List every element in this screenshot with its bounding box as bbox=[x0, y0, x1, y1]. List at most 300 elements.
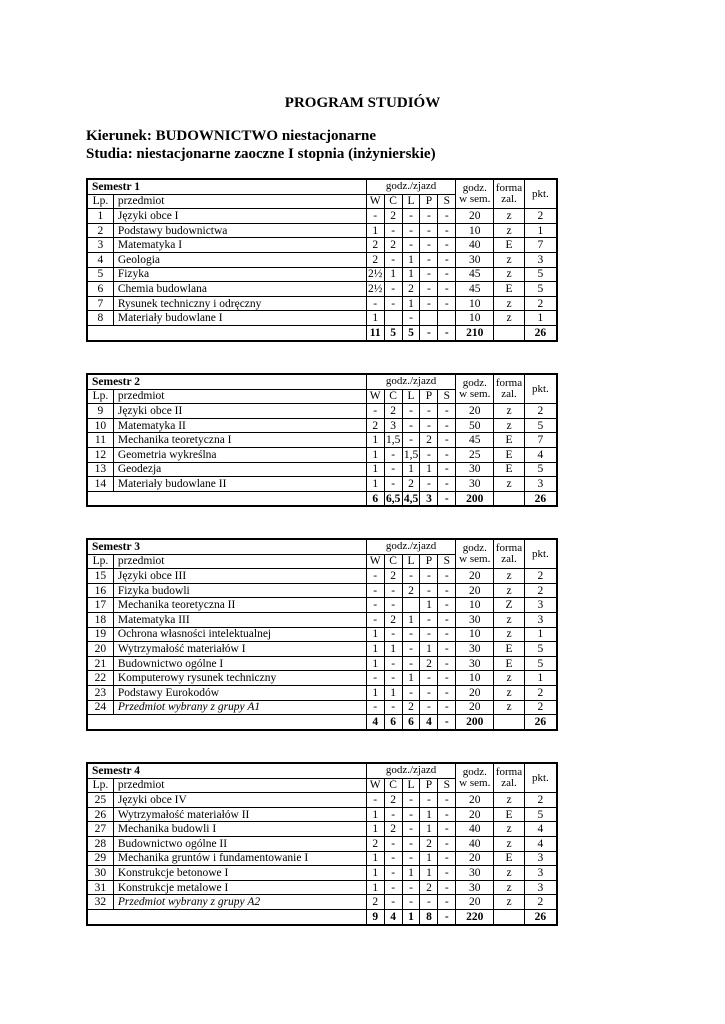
hours-per-semester: 45 bbox=[456, 433, 494, 448]
hours-s: - bbox=[438, 627, 456, 642]
header-c: Ć bbox=[384, 554, 402, 569]
hours-p: 1 bbox=[420, 822, 438, 837]
hours-per-semester: 20 bbox=[456, 209, 494, 224]
header-lp: Lp. bbox=[87, 778, 113, 793]
hours-per-semester: 20 bbox=[456, 807, 494, 822]
assessment-form: z bbox=[494, 569, 525, 584]
header-assessment-form bbox=[494, 763, 525, 793]
subject-name: Budownictwo ogólne II bbox=[113, 836, 366, 851]
hours-p: 2 bbox=[420, 656, 438, 671]
hours-c: 2 bbox=[384, 612, 402, 627]
hours-l: 1,5 bbox=[403, 448, 419, 461]
subject-name: Geodezja bbox=[113, 462, 366, 477]
table-row bbox=[87, 223, 557, 238]
assessment-form: E bbox=[494, 282, 525, 297]
hours-l: 1 bbox=[402, 252, 420, 267]
hours-w: 1 bbox=[366, 866, 384, 881]
header-w-sem: w sem. bbox=[459, 193, 491, 206]
subject-name: Konstrukcje betonowe I bbox=[113, 866, 366, 881]
row-number: 19 bbox=[87, 627, 113, 642]
ects-points: 4 bbox=[524, 447, 557, 462]
hours-l: 1 bbox=[402, 462, 420, 477]
assessment-form: z bbox=[494, 267, 525, 282]
hours-c: - bbox=[384, 671, 402, 686]
ects-points: 2 bbox=[524, 209, 557, 224]
hours-s: - bbox=[438, 223, 456, 238]
table-row bbox=[87, 880, 557, 895]
total-row bbox=[87, 491, 557, 506]
hours-per-semester: 45 bbox=[456, 282, 494, 297]
table-row bbox=[87, 477, 557, 492]
hours-s: - bbox=[438, 583, 456, 598]
hours-s: - bbox=[438, 404, 456, 419]
subject-name: Materiały budowlane II bbox=[113, 477, 366, 492]
assessment-form: E bbox=[494, 642, 525, 657]
table-row bbox=[87, 282, 557, 297]
hours-s: - bbox=[438, 895, 456, 910]
subject-name: Matematyka II bbox=[113, 418, 366, 433]
hours-s: - bbox=[438, 462, 456, 477]
header-l: L bbox=[402, 194, 420, 209]
hours-per-semester: 10 bbox=[456, 671, 494, 686]
hours-c: 1 bbox=[384, 267, 402, 282]
assessment-form: z bbox=[494, 627, 525, 642]
hours-w: - bbox=[366, 569, 384, 584]
assessment-form: z bbox=[494, 252, 525, 267]
assessment-form: z bbox=[494, 612, 525, 627]
ects-points: 3 bbox=[524, 612, 557, 627]
header-w-sem: w sem. bbox=[459, 777, 491, 790]
hours-l: - bbox=[402, 311, 420, 326]
hours-l: 2 bbox=[402, 700, 420, 715]
row-number: 15 bbox=[87, 569, 113, 584]
hours-l: - bbox=[402, 642, 420, 657]
hours-w: - bbox=[366, 793, 384, 808]
subject-name: Komputerowy rysunek techniczny bbox=[113, 671, 366, 686]
assessment-form: z bbox=[494, 583, 525, 598]
header-row bbox=[87, 763, 557, 778]
hours-s: - bbox=[438, 793, 456, 808]
hours-l: 1 bbox=[402, 612, 420, 627]
subject-name: Matematyka III bbox=[113, 612, 366, 627]
semester-title: Semestr 3 bbox=[87, 539, 366, 554]
hours-s: - bbox=[438, 598, 456, 613]
header-s: S bbox=[438, 389, 456, 404]
header-forma: forma bbox=[495, 377, 523, 390]
hours-c: - bbox=[384, 447, 402, 462]
header-l: L bbox=[402, 778, 420, 793]
hours-s: - bbox=[438, 418, 456, 433]
table-row bbox=[87, 404, 557, 419]
subject-name: Ochrona własności intelektualnej bbox=[113, 627, 366, 642]
assessment-form: Z bbox=[494, 598, 525, 613]
total-p: 8 bbox=[420, 909, 438, 924]
hours-c: - bbox=[384, 477, 402, 492]
ects-points: 1 bbox=[524, 223, 557, 238]
subject-name: Chemia budowlana bbox=[113, 282, 366, 297]
table-row bbox=[87, 700, 557, 715]
total-spacer bbox=[87, 325, 366, 340]
ects-points: 2 bbox=[524, 569, 557, 584]
header-row bbox=[87, 539, 557, 554]
hours-p: - bbox=[420, 418, 438, 433]
header-l: L bbox=[402, 389, 420, 404]
ects-points: 3 bbox=[524, 866, 557, 881]
assessment-form: z bbox=[494, 822, 525, 837]
header-zal: zal. bbox=[501, 193, 517, 206]
hours-per-semester: 10 bbox=[456, 311, 494, 326]
row-number: 20 bbox=[87, 642, 113, 657]
assessment-form: E bbox=[494, 656, 525, 671]
subject-name: Matematyka I bbox=[113, 238, 366, 253]
total-l: 4,5 bbox=[403, 492, 419, 505]
header-w-sem: w sem. bbox=[459, 388, 491, 401]
row-number: 30 bbox=[87, 866, 113, 881]
header-p: P bbox=[420, 389, 438, 404]
header-lp: Lp. bbox=[87, 554, 113, 569]
page-title: PROGRAM STUDIÓW bbox=[284, 95, 441, 111]
hours-p: - bbox=[420, 209, 438, 224]
subject-name: Języki obce III bbox=[113, 569, 366, 584]
header-points: pkt. bbox=[524, 179, 557, 209]
hours-c: - bbox=[384, 836, 402, 851]
assessment-form: E bbox=[494, 447, 525, 462]
hours-c: - bbox=[384, 282, 402, 297]
subject-name: Języki obce I bbox=[113, 209, 366, 224]
field-of-study: Kierunek: BUDOWNICTWO niestacjonarne bbox=[86, 128, 376, 144]
assessment-form: z bbox=[494, 671, 525, 686]
hours-l: 1 bbox=[402, 671, 420, 686]
hours-per-semester: 10 bbox=[456, 627, 494, 642]
row-number: 22 bbox=[87, 671, 113, 686]
header-w: W bbox=[366, 194, 384, 209]
ects-points: 2 bbox=[524, 296, 557, 311]
row-number: 27 bbox=[87, 822, 113, 837]
table-row bbox=[87, 462, 557, 477]
hours-l: - bbox=[402, 685, 420, 700]
hours-l: - bbox=[402, 822, 420, 837]
semester-2-table bbox=[86, 373, 558, 507]
hours-w: 2½ bbox=[368, 282, 383, 295]
ects-points: 2 bbox=[524, 895, 557, 910]
header-subject: przedmiot bbox=[113, 194, 366, 209]
row-number: 16 bbox=[87, 583, 113, 598]
header-w: W bbox=[366, 778, 384, 793]
hours-s: - bbox=[438, 836, 456, 851]
hours-s: - bbox=[438, 851, 456, 866]
row-number: 4 bbox=[87, 252, 113, 267]
row-number: 14 bbox=[87, 477, 113, 492]
header-points: pkt. bbox=[524, 539, 557, 569]
hours-l: - bbox=[402, 418, 420, 433]
hours-p: - bbox=[420, 267, 438, 282]
header-points: pkt. bbox=[524, 763, 557, 793]
header-lp: Lp. bbox=[87, 389, 113, 404]
total-points: 26 bbox=[524, 909, 557, 924]
hours-c: - bbox=[384, 895, 402, 910]
ects-points: 3 bbox=[524, 880, 557, 895]
assessment-form: z bbox=[494, 880, 525, 895]
hours-per-semester: 25 bbox=[456, 447, 494, 462]
subject-name: Materiały budowlane I bbox=[113, 311, 366, 326]
hours-w: 1 bbox=[366, 433, 384, 448]
hours-c bbox=[384, 311, 402, 326]
hours-per-semester: 10 bbox=[456, 296, 494, 311]
hours-p: - bbox=[420, 700, 438, 715]
total-p: - bbox=[420, 325, 438, 340]
total-l: 5 bbox=[402, 325, 420, 340]
header-c: Ć bbox=[384, 389, 402, 404]
hours-w: 1 bbox=[366, 685, 384, 700]
hours-per-semester: 30 bbox=[456, 656, 494, 671]
row-number: 32 bbox=[87, 895, 113, 910]
ects-points: 3 bbox=[524, 252, 557, 267]
hours-s: - bbox=[438, 880, 456, 895]
ects-points: 2 bbox=[524, 685, 557, 700]
hours-per-semester: 50 bbox=[456, 418, 494, 433]
hours-per-semester: 20 bbox=[456, 583, 494, 598]
hours-p bbox=[420, 311, 438, 326]
hours-p: - bbox=[420, 238, 438, 253]
hours-w: - bbox=[366, 404, 384, 419]
header-hours-per-session: godz./zjazd bbox=[366, 539, 456, 554]
hours-per-semester: 40 bbox=[456, 836, 494, 851]
header-row bbox=[87, 374, 557, 389]
hours-s: - bbox=[438, 252, 456, 267]
hours-l: 2 bbox=[402, 583, 420, 598]
hours-w: - bbox=[366, 671, 384, 686]
total-points: 26 bbox=[524, 715, 557, 730]
table-row bbox=[87, 642, 557, 657]
row-number: 18 bbox=[87, 612, 113, 627]
total-w: 6 bbox=[366, 491, 384, 506]
ects-points: 3 bbox=[524, 598, 557, 613]
hours-l: - bbox=[402, 836, 420, 851]
hours-c: - bbox=[384, 223, 402, 238]
semester-4-table bbox=[86, 762, 558, 926]
hours-w: - bbox=[366, 598, 384, 613]
table-row bbox=[87, 612, 557, 627]
ects-points: 3 bbox=[524, 477, 557, 492]
hours-p: 1 bbox=[420, 851, 438, 866]
row-number: 10 bbox=[87, 418, 113, 433]
header-assessment-form bbox=[494, 374, 525, 404]
header-assessment-form bbox=[494, 539, 525, 569]
hours-s: - bbox=[438, 209, 456, 224]
hours-per-semester: 10 bbox=[456, 598, 494, 613]
hours-w: 2 bbox=[366, 238, 384, 253]
header-hours-per-session: godz./zjazd bbox=[366, 179, 456, 194]
header-lp: Lp. bbox=[87, 194, 113, 209]
hours-l: 1 bbox=[402, 296, 420, 311]
hours-p: - bbox=[420, 627, 438, 642]
table-row bbox=[87, 296, 557, 311]
hours-c: 2 bbox=[384, 238, 402, 253]
hours-l: - bbox=[402, 209, 420, 224]
hours-c: 2 bbox=[384, 822, 402, 837]
header-points: pkt. bbox=[524, 374, 557, 404]
hours-w: - bbox=[366, 209, 384, 224]
hours-s bbox=[438, 311, 456, 326]
assessment-form: z bbox=[494, 477, 525, 492]
header-godz: godz. bbox=[462, 377, 487, 390]
header-hours-per-semester bbox=[456, 539, 494, 569]
header-assessment-form bbox=[494, 179, 525, 209]
header-forma: forma bbox=[495, 182, 523, 195]
assessment-form: z bbox=[494, 223, 525, 238]
assessment-form: z bbox=[494, 418, 525, 433]
table-row bbox=[87, 418, 557, 433]
total-c: 6,5 bbox=[385, 492, 401, 505]
total-p: 3 bbox=[420, 491, 438, 506]
hours-w: 2 bbox=[366, 836, 384, 851]
hours-c: - bbox=[384, 880, 402, 895]
hours-per-semester: 20 bbox=[456, 569, 494, 584]
hours-p: - bbox=[420, 671, 438, 686]
hours-w: 1 bbox=[366, 462, 384, 477]
table-row bbox=[87, 598, 557, 613]
assessment-form: z bbox=[494, 700, 525, 715]
hours-w: 2 bbox=[366, 418, 384, 433]
hours-per-semester: 20 bbox=[456, 851, 494, 866]
assessment-form: E bbox=[494, 462, 525, 477]
total-hours: 200 bbox=[456, 715, 494, 730]
total-p: 4 bbox=[420, 715, 438, 730]
table-row bbox=[87, 671, 557, 686]
row-number: 31 bbox=[87, 880, 113, 895]
subject-name: Podstawy Eurokodów bbox=[113, 685, 366, 700]
hours-s: - bbox=[438, 807, 456, 822]
hours-w: 1 bbox=[366, 822, 384, 837]
hours-c: - bbox=[384, 807, 402, 822]
hours-l: - bbox=[402, 807, 420, 822]
hours-w: - bbox=[366, 612, 384, 627]
subject-name: Podstawy budownictwa bbox=[113, 223, 366, 238]
total-w: 11 bbox=[366, 325, 384, 340]
header-s: S bbox=[438, 554, 456, 569]
row-number: 26 bbox=[87, 807, 113, 822]
header-godz: godz. bbox=[462, 182, 487, 195]
hours-c: - bbox=[384, 583, 402, 598]
hours-l: - bbox=[402, 238, 420, 253]
header-w: W bbox=[366, 554, 384, 569]
hours-l: - bbox=[402, 404, 420, 419]
hours-w: 1 bbox=[366, 477, 384, 492]
hours-per-semester: 30 bbox=[456, 866, 494, 881]
table-row bbox=[87, 836, 557, 851]
assessment-form: z bbox=[494, 866, 525, 881]
total-forma bbox=[494, 715, 525, 730]
subject-name: Przedmiot wybrany z grupy A2 bbox=[113, 895, 366, 910]
assessment-form: E bbox=[494, 433, 525, 448]
table-row bbox=[87, 569, 557, 584]
hours-w: 1 bbox=[366, 807, 384, 822]
hours-c: - bbox=[384, 866, 402, 881]
total-w: 9 bbox=[366, 909, 384, 924]
hours-c: - bbox=[384, 598, 402, 613]
total-c: 4 bbox=[384, 909, 402, 924]
row-number: 21 bbox=[87, 656, 113, 671]
hours-l: - bbox=[402, 793, 420, 808]
hours-c: - bbox=[384, 656, 402, 671]
header-subject: przedmiot bbox=[113, 778, 366, 793]
subject-name: Budownictwo ogólne I bbox=[113, 656, 366, 671]
table-row bbox=[87, 209, 557, 224]
hours-per-semester: 40 bbox=[456, 238, 494, 253]
hours-s: - bbox=[438, 296, 456, 311]
header-p: P bbox=[420, 194, 438, 209]
hours-l: 1 bbox=[402, 267, 420, 282]
header-zal: zal. bbox=[501, 777, 517, 790]
hours-c: 1 bbox=[384, 685, 402, 700]
hours-w: 1 bbox=[366, 627, 384, 642]
hours-w: 2½ bbox=[368, 268, 383, 281]
hours-w: 2 bbox=[366, 895, 384, 910]
header-subject: przedmiot bbox=[113, 554, 366, 569]
row-number: 3 bbox=[87, 238, 113, 253]
ects-points: 1 bbox=[524, 627, 557, 642]
assessment-form: z bbox=[494, 685, 525, 700]
hours-p: - bbox=[420, 569, 438, 584]
total-forma bbox=[494, 909, 525, 924]
hours-p: 1 bbox=[420, 598, 438, 613]
ects-points: 5 bbox=[524, 418, 557, 433]
hours-per-semester: 20 bbox=[456, 700, 494, 715]
hours-p: - bbox=[420, 612, 438, 627]
assessment-form: E bbox=[494, 851, 525, 866]
header-zal: zal. bbox=[501, 553, 517, 566]
header-zal: zal. bbox=[501, 388, 517, 401]
hours-s: - bbox=[438, 447, 456, 462]
subject-name: Mechanika gruntów i fundamentowanie I bbox=[113, 851, 366, 866]
hours-l: 1 bbox=[402, 866, 420, 881]
total-c: 5 bbox=[384, 325, 402, 340]
hours-p: 1 bbox=[420, 462, 438, 477]
subject-name: Języki obce IV bbox=[113, 793, 366, 808]
row-number: 25 bbox=[87, 793, 113, 808]
row-number: 2 bbox=[87, 223, 113, 238]
hours-w: 1 bbox=[366, 447, 384, 462]
assessment-form: z bbox=[494, 836, 525, 851]
hours-l: 2 bbox=[402, 282, 420, 297]
total-hours: 200 bbox=[456, 491, 494, 506]
total-row bbox=[87, 715, 557, 730]
hours-p: - bbox=[420, 223, 438, 238]
table-row bbox=[87, 583, 557, 598]
subject-name: Rysunek techniczny i odręczny bbox=[113, 296, 366, 311]
total-s: - bbox=[438, 491, 456, 506]
subject-name: Konstrukcje metalowe I bbox=[113, 880, 366, 895]
hours-c: 2 bbox=[384, 569, 402, 584]
total-row bbox=[87, 909, 557, 924]
semester-title: Semestr 2 bbox=[87, 374, 366, 389]
hours-l: - bbox=[402, 851, 420, 866]
ects-points: 1 bbox=[524, 671, 557, 686]
hours-w: 1 bbox=[366, 851, 384, 866]
header-hours-per-session: godz./zjazd bbox=[366, 763, 456, 778]
subject-name: Mechanika teoretyczna II bbox=[113, 598, 366, 613]
hours-l: - bbox=[402, 433, 420, 448]
ects-points: 5 bbox=[524, 267, 557, 282]
row-number: 6 bbox=[87, 282, 113, 297]
row-number: 11 bbox=[87, 433, 113, 448]
hours-s: - bbox=[438, 685, 456, 700]
ects-points: 4 bbox=[524, 822, 557, 837]
table-row bbox=[87, 866, 557, 881]
hours-c: - bbox=[384, 462, 402, 477]
ects-points: 2 bbox=[524, 583, 557, 598]
hours-p: - bbox=[420, 685, 438, 700]
